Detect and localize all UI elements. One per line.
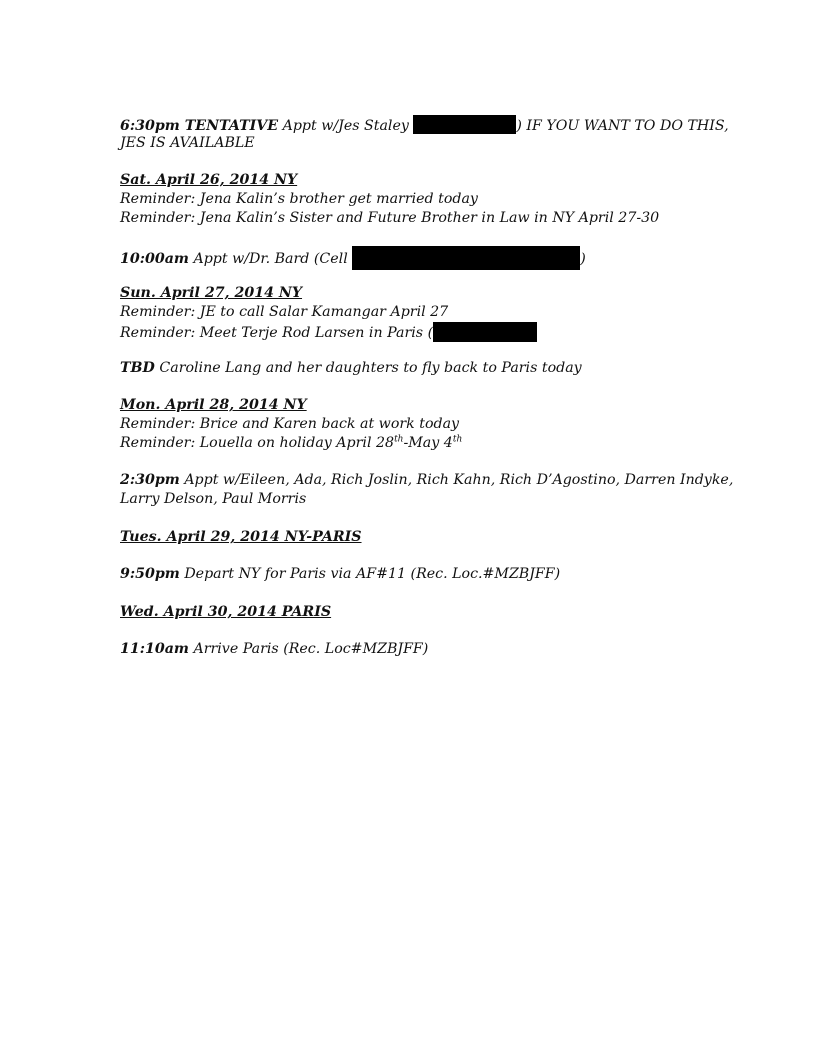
entry-text: Caroline Lang and her daughters to fly back to Paris today <box>159 360 582 376</box>
reminder-line: Reminder: JE to call Salar Kamangar April 27 <box>120 304 449 320</box>
entry-line <box>120 359 582 378</box>
entry-text: ) IF YOU WANT TO DO THIS, <box>516 118 729 134</box>
entry-time: TBD <box>120 360 155 376</box>
reminder-line: Reminder: Jena Kalin’s brother get married today <box>120 191 478 207</box>
reminder-line <box>120 322 537 343</box>
entry-text: Arrive Paris (Rec. Loc#MZBJFF) <box>193 641 429 657</box>
entry-text: Appt w/Dr. Bard (Cell <box>193 251 348 267</box>
date-heading: Wed. April 30, 2014 PARIS <box>120 604 332 620</box>
entry-text: Appt w/Eileen, Ada, Rich Joslin, Rich Kahn, Rich D’Agostino, Darren Indyke, <box>184 472 734 488</box>
date-heading: Sun. April 27, 2014 NY <box>120 285 303 301</box>
reminder-line <box>120 434 462 453</box>
redaction-box <box>433 322 537 342</box>
reminder-line: Reminder: Jena Kalin’s Sister and Future Brother in Law in NY April 27-30 <box>120 210 660 226</box>
entry-line <box>120 471 733 490</box>
ordinal-suffix: th <box>394 434 404 445</box>
entry-line <box>120 565 560 584</box>
redaction-box <box>352 246 580 270</box>
entry-time: 10:00am <box>120 251 189 267</box>
reminder-line: Reminder: Brice and Karen back at work today <box>120 416 460 432</box>
ordinal-suffix: th <box>452 434 463 445</box>
entry-time: 11:10am <box>120 641 189 657</box>
entry-line <box>120 134 255 153</box>
entry-text: JES IS AVAILABLE <box>120 135 255 151</box>
entry-text: ) <box>580 251 586 267</box>
redaction-box <box>413 115 516 134</box>
entry-time: 2:30pm <box>120 472 180 488</box>
entry-text: Depart NY for Paris via AF#11 (Rec. Loc.#MZBJFF) <box>184 566 561 582</box>
entry-line <box>120 115 729 136</box>
reminder-text: Reminder: Louella on holiday April 28 <box>120 435 395 451</box>
entry-line <box>120 246 586 270</box>
reminder-text: Reminder: Meet Terje Rod Larsen in Paris ( <box>120 325 434 341</box>
entry-time: 6:30pm TENTATIVE <box>120 118 279 134</box>
entry-text: Appt w/Jes Staley <box>282 118 409 134</box>
entry-line <box>120 490 306 509</box>
date-heading: Mon. April 28, 2014 NY <box>120 397 307 413</box>
entry-time: 9:50pm <box>120 566 180 582</box>
reminder-text: -May 4 <box>403 435 453 451</box>
entry-line <box>120 640 428 659</box>
date-heading: Sat. April 26, 2014 NY <box>120 172 298 188</box>
date-heading: Tues. April 29, 2014 NY-PARIS <box>120 529 362 545</box>
entry-text: Larry Delson, Paul Morris <box>120 491 307 507</box>
